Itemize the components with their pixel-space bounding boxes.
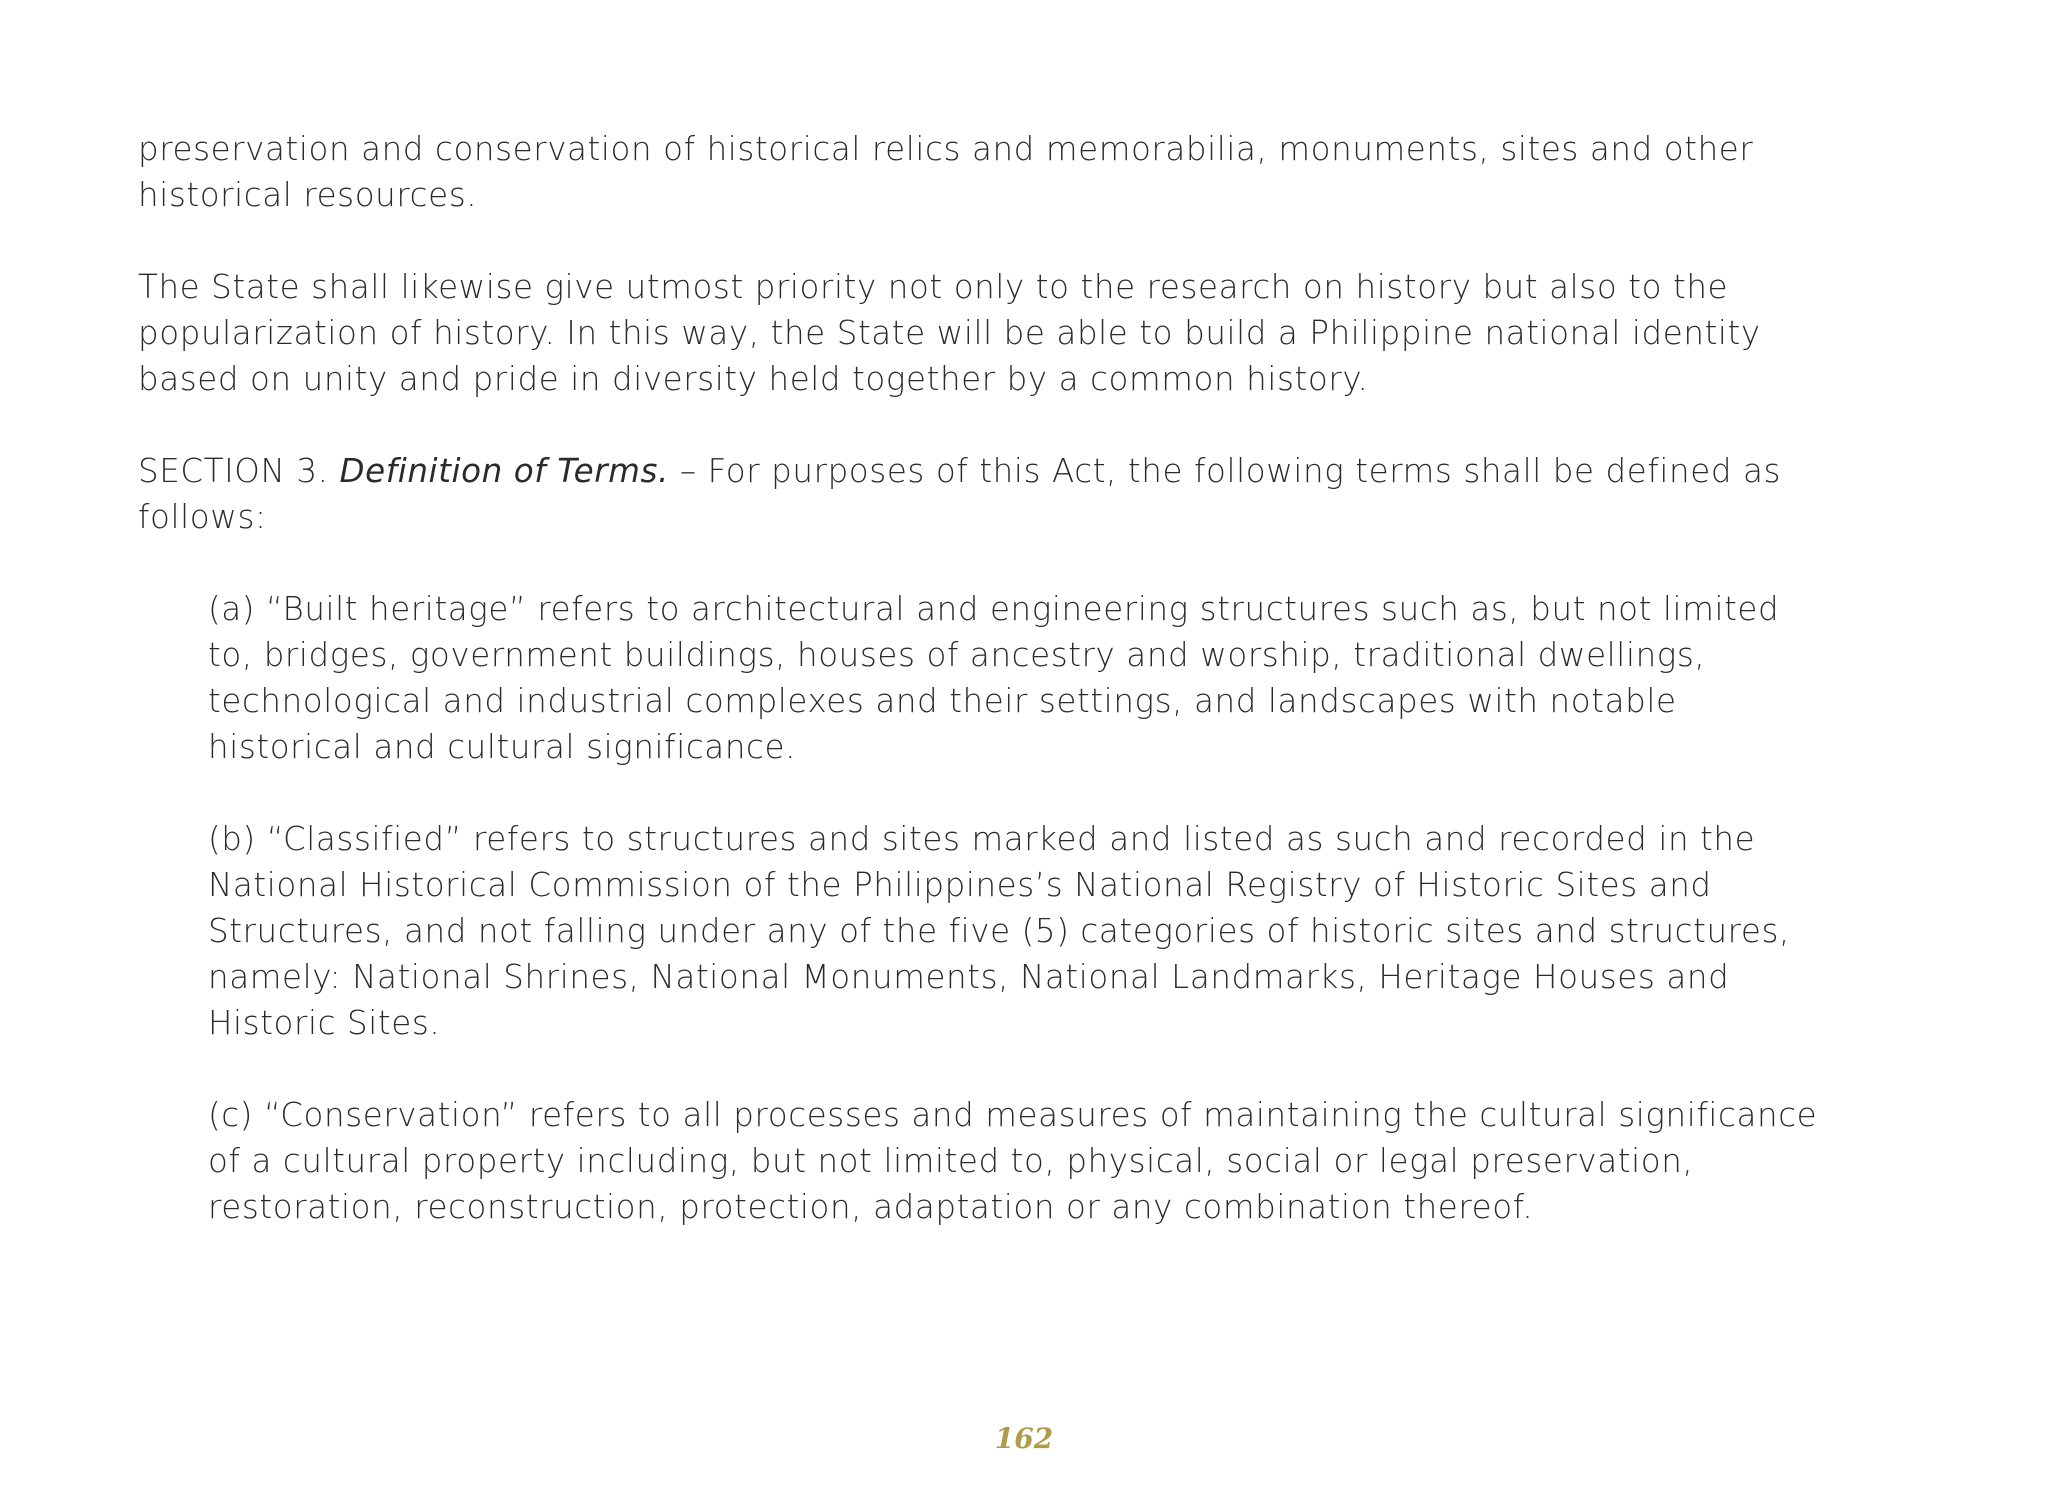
section-heading-paragraph <box>138 448 1818 540</box>
section-title: Definition of Terms. <box>339 452 669 490</box>
page-content <box>138 126 1818 1276</box>
body-paragraph: The State shall likewise give utmost priority not only to the research on history but also to the popularization of history. In this way, the State will be able to build a Philippine national identity based on unity and pride in diversity held together by a common history. <box>138 268 1761 398</box>
section-intro: – For purposes of this Act, the following terms shall be defined as follows: <box>138 452 1782 536</box>
definition-item: (c) “Conservation” refers to all processes and measures of maintaining the cultural significance of a cultural property including, but not limited to, physical, social or legal preservation, restoration, reconstruction, protection, adaptation or any combination thereof. <box>208 1096 1818 1226</box>
definition-item: (a) “Built heritage” refers to architectural and engineering structures such as, but not limited to, bridges, government buildings, houses of ancestry and worship, traditional dwellings, technological and industrial complexes and their settings, and landscapes with notable historical and cultural significance. <box>208 590 1780 766</box>
body-paragraph: preservation and conservation of historical relics and memorabilia, monuments, sites and other historical resources. <box>138 130 1754 214</box>
page-number: 162 <box>994 1422 1054 1455</box>
section-label: SECTION 3. <box>138 452 329 490</box>
definition-item: (b) “Classified” refers to structures and sites marked and listed as such and recorded in the National Historical Commission of the Philippines’s National Registry of Historic Sites and Structures, and not falling under any of the five (5) categories of historic sites and structures, namely: National Shrines, National Monuments, National Landmarks, Heritage Houses and Historic Sites. <box>208 820 1790 1042</box>
